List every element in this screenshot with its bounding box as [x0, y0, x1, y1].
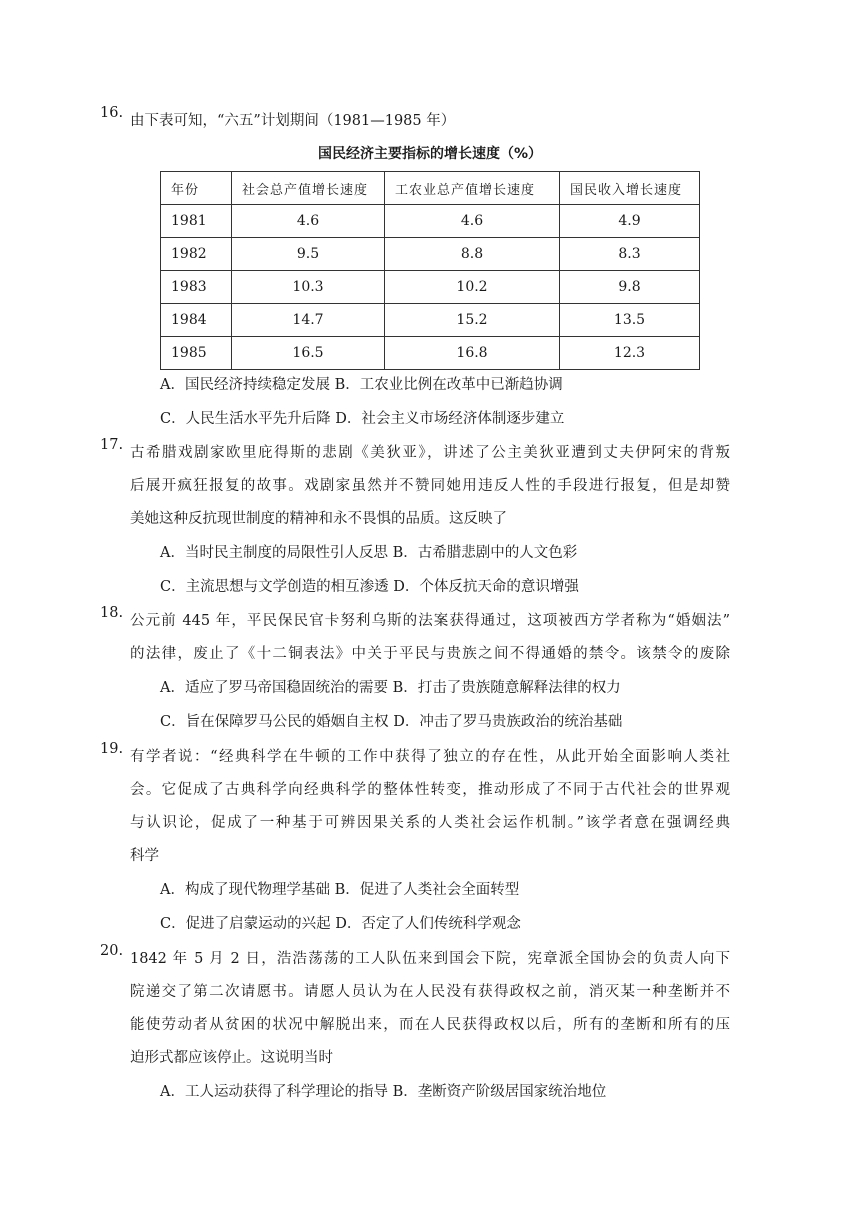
question-number: 20.: [100, 943, 124, 959]
stem-line: 公元前 445 年，平民保民官卡努利乌斯的法案获得通过，这项被西方学者称为“婚姻法”: [130, 613, 730, 629]
question-18: [100, 605, 730, 739]
stem-line: 古希腊戏剧家欧里庇得斯的悲剧《美狄亚》，讲述了公主美狄亚遭到丈夫伊阿宋的背叛: [130, 445, 730, 461]
question-number: 16.: [100, 105, 124, 121]
stem-line: 美她这种反抗现世制度的精神和永不畏惧的品质。这反映了: [130, 511, 507, 527]
table-header-row: [161, 172, 700, 205]
options-line-cd: C．促进了启蒙运动的兴起 D．否定了人们传统科学观念: [160, 916, 521, 932]
stem-line: 1842 年 5 月 2 日，浩浩荡荡的工人队伍来到国会下院，宪章派全国协会的负责人向下: [130, 951, 730, 967]
stem-line: 院递交了第二次请愿书。请愿人员认为在人民没有获得政权之前，消灭某一种垄断并不: [130, 984, 730, 1000]
year-cell: 1982: [161, 238, 232, 271]
year-cell: 1983: [161, 271, 232, 304]
value-cell: 10.3: [232, 271, 385, 304]
options-line-cd: C．旨在保障罗马公民的婚姻自主权 D．冲击了罗马贵族政治的统治基础: [160, 714, 623, 730]
stem-line: 与认识论，促成了一种基于可辨因果关系的人类社会运作机制。”该学者意在强调经典: [130, 815, 730, 831]
options-line-ab: A．适应了罗马帝国稳固统治的需要 B．打击了贵族随意解释法律的权力: [160, 680, 621, 696]
table-row: [161, 271, 700, 304]
value-cell: 4.9: [560, 205, 700, 238]
stem-line: 科学: [130, 848, 159, 864]
value-cell: 8.3: [560, 238, 700, 271]
options-line-ab: A．工人运动获得了科学理论的指导 B．垄断资产阶级居国家统治地位: [160, 1084, 607, 1100]
value-cell: 8.8: [385, 238, 560, 271]
year-cell: 1985: [161, 337, 232, 370]
value-cell: 15.2: [385, 304, 560, 337]
options-line-ab: A．构成了现代物理学基础 B．促进了人类社会全面转型: [160, 882, 520, 898]
stem-line: 后展开疯狂报复的故事。戏剧家虽然并不赞同她用违反人性的手段进行报复，但是却赞: [130, 478, 730, 494]
year-cell: 1984: [161, 304, 232, 337]
question-16-options: [130, 368, 730, 436]
value-cell: 4.6: [385, 205, 560, 238]
stem-line: 迫形式都应该停止。这说明当时: [130, 1050, 333, 1066]
value-cell: 10.2: [385, 271, 560, 304]
question-stem: 由下表可知，“六五”计划期间（1981—1985 年）: [130, 113, 456, 129]
stem-line: 会。它促成了古典科学向经典科学的整体性转变，推动形成了不同于古代社会的世界观: [130, 782, 730, 798]
table-row: [161, 337, 700, 370]
header-industry-agri-output: 工农业总产值增长速度: [385, 172, 560, 205]
stem-line: 有学者说：“经典科学在牛顿的工作中获得了独立的存在性，从此开始全面影响人类社: [130, 749, 730, 765]
question-17: [100, 437, 730, 604]
value-cell: 12.3: [560, 337, 700, 370]
table-row: [161, 238, 700, 271]
question-20: [100, 943, 730, 1109]
stem-line: 能使劳动者从贫困的状况中解脱出来，而在人民获得政权以后，所有的垄断和所有的压: [130, 1017, 730, 1033]
value-cell: 4.6: [232, 205, 385, 238]
header-national-income: 国民收入增长速度: [560, 172, 700, 205]
table-row: [161, 205, 700, 238]
value-cell: 14.7: [232, 304, 385, 337]
header-year: 年份: [161, 172, 232, 205]
question-number: 17.: [100, 437, 124, 453]
value-cell: 16.8: [385, 337, 560, 370]
stem-line: 的法律，废止了《十二铜表法》中关于平民与贵族之间不得通婚的禁令。该禁令的废除: [130, 646, 730, 662]
table-row: [161, 304, 700, 337]
value-cell: 16.5: [232, 337, 385, 370]
year-cell: 1981: [161, 205, 232, 238]
value-cell: 13.5: [560, 304, 700, 337]
question-number: 19.: [100, 741, 124, 757]
header-social-output: 社会总产值增长速度: [232, 172, 385, 205]
options-line-cd: C．人民生活水平先升后降 D．社会主义市场经济体制逐步建立: [160, 411, 565, 427]
value-cell: 9.8: [560, 271, 700, 304]
options-line-ab: A．国民经济持续稳定发展 B．工农业比例在改革中已渐趋协调: [160, 377, 563, 393]
value-cell: 9.5: [232, 238, 385, 271]
question-19: [100, 741, 730, 941]
options-line-ab: A．当时民主制度的局限性引人反思 B．古希腊悲剧中的人文色彩: [160, 545, 578, 561]
options-line-cd: C．主流思想与文学创造的相互渗透 D．个体反抗天命的意识增强: [160, 579, 579, 595]
question-number: 18.: [100, 605, 124, 621]
question-16: [100, 105, 730, 138]
table-title: 国民经济主要指标的增长速度（%）: [317, 146, 543, 162]
growth-rate-table: [160, 171, 700, 370]
